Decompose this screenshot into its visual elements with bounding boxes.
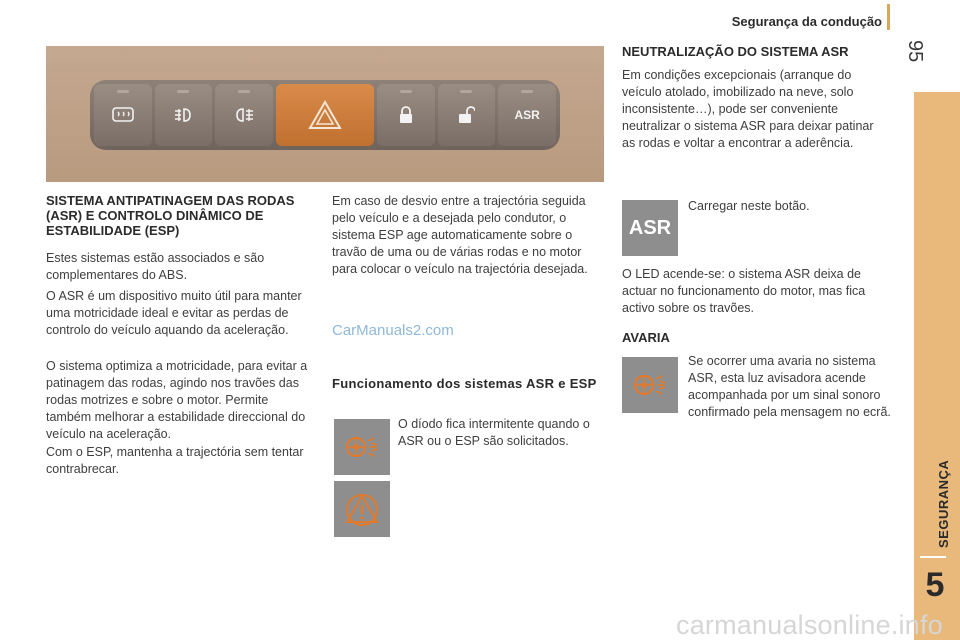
paragraph: Com o ESP, mantenha a trajectória sem tentar contrabrecar. [46,445,304,476]
switch-led [400,90,412,93]
paragraph: Estes sistemas estão associados e são complementares do ABS. [46,251,265,282]
section-title-fault: AVARIA [622,330,670,345]
central-lock-switch [377,84,435,146]
switch-led [460,90,472,93]
watermark-carmanuals2: CarManuals2.com [332,322,454,339]
front-fog-icon [172,106,194,124]
page-header-title: Segurança da condução [731,14,882,29]
section-title-asr-esp: SISTEMA ANTIPATINAGEM DAS RODAS (ASR) E CONTROLO DINÂMICO DE ESTABILIDADE (ESP) [46,193,295,238]
switch-panel-photo [46,46,604,182]
chapter-number: 5 [925,566,945,604]
lock-icon [398,106,414,124]
warning-triangle-icon [342,491,382,527]
paragraph: O ASR é um dispositivo muito útil para manter uma motricidade ideal e evitar as perdas de controlo do veículo aquando da aceleração. [46,289,302,337]
switch-led [177,90,189,93]
rear-defrost-switch [94,84,152,146]
hazard-switch [276,84,374,146]
chapter-divider [920,556,946,558]
rear-fog-icon [233,106,255,124]
front-fog-switch [155,84,213,146]
switch-led [117,90,129,93]
esp-warning-lamp [334,419,390,475]
paragraph: O LED acende-se: o sistema ASR deixa de actuar no funcionamento do motor, mas fica activo sobre os travões. [622,267,866,315]
paragraph: Se ocorrer uma avaria no sistema ASR, esta luz avisadora acende acompanhada por um sinal sonoro confirmado pela mensagem no ecrã. [688,354,891,419]
paragraph: O díodo fica intermitente quando o ASR ou o ESP são solicitados. [398,417,590,448]
switch-bar [90,80,560,150]
paragraph: Em condições excepcionais (arranque do veículo atolado, imobilizado na neve, solo inconsistente…), pode ser conveniente neutralizar o sistema ASR para deixar patinar as rodas e voltar a encontrar a aderência. [622,68,874,150]
rear-defrost-icon [112,106,134,124]
asr-switch-label: ASR [514,108,540,122]
section-title-asr-off: NEUTRALIZAÇÃO DO SISTEMA ASR [622,44,849,59]
asr-switch [498,84,556,146]
hazard-triangle-icon [308,100,342,130]
watermark-carmanualsonline: carmanualsonline.info [676,610,943,640]
asr-fault-lamp [622,357,678,413]
central-unlock-switch [438,84,496,146]
paragraph: Carregar neste botão. [688,199,810,213]
rear-fog-switch [215,84,273,146]
esp-skid-icon [630,369,670,401]
unlock-icon [457,106,475,124]
paragraph: O sistema optimiza a motricidade, para evitar a patinagem das rodas, agindo nos travões das rodas motrizes e sobre o motor. Permite também melhorar a estabilidade direccional do veículo na aceleração. [46,359,308,441]
page-number: 95 [904,40,926,63]
header-rule [887,4,890,30]
paragraph: Em caso de desvio entre a trajectória seguida pelo veículo e a desejada pelo condutor, o sistema ESP age automaticamente sobre o travão de uma ou de várias rodas e no motor para colocar o veículo na trajectória desejada. [332,194,588,276]
asr-button-label: ASR [628,216,672,239]
asr-button-image [622,200,678,256]
general-warning-lamp [334,481,390,537]
switch-led [521,90,533,93]
esp-skid-icon [342,431,382,463]
switch-led [238,90,250,93]
section-title-operation: Funcionamento dos sistemas ASR e ESP [332,376,597,391]
chapter-side-label: SEGURANÇA [936,459,951,548]
